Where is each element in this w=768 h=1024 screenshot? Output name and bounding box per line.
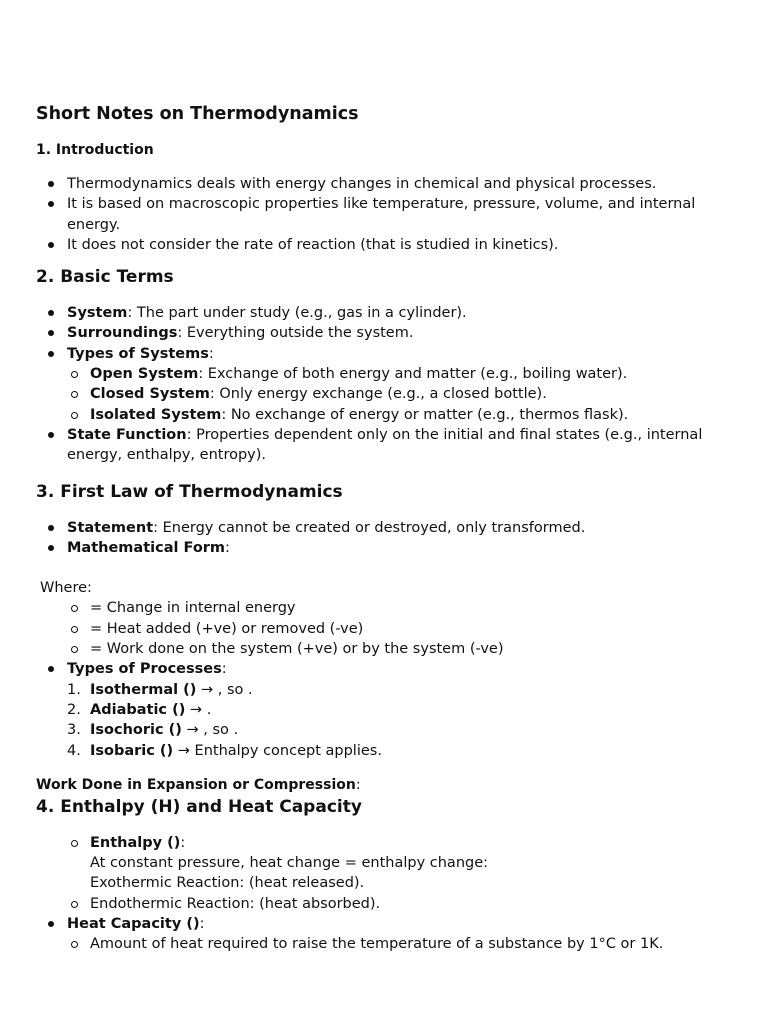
definition: : [225,539,230,556]
list-item [36,384,736,404]
list-item: = Change in internal energy [36,598,736,618]
term: Mathematical Form [67,539,226,556]
list-item [36,659,736,760]
list-number: 1. [67,681,81,698]
heat-capacity-sublist [36,934,736,954]
definition: : The part under study (e.g., gas in a cylinder). [127,305,467,322]
term: Closed System [90,386,210,403]
list-item [36,344,736,425]
list-number: 4. [67,742,81,759]
where-list [36,598,736,659]
list-item: It does not consider the rate of reaction (that is studied in kinetics). [36,235,736,255]
list-item [36,323,736,343]
definition: : [355,776,361,793]
list-item: = Work done on the system (+ve) or by the system (-ve) [36,639,736,659]
process-types-list [36,680,736,761]
list-item [36,680,736,700]
list-number: 3. [67,722,81,739]
work-done-heading [36,775,736,795]
list-item [36,833,736,894]
empty-formula-line [67,558,736,578]
heat-capacity-list [36,914,736,955]
term: Work Done in Expansion or Compression [36,776,356,793]
where-label: Where: [40,580,92,597]
list-item [36,700,736,720]
term: Heat Capacity () [67,916,200,933]
document-page [36,102,736,955]
document-title: Short Notes on Thermodynamics [36,104,359,124]
term: State Function [67,426,187,443]
definition: : [199,916,205,933]
term: System [67,305,128,322]
term: Isothermal () [90,681,197,698]
first-law-list [36,518,736,761]
list-item [36,720,736,740]
list-item [36,303,736,323]
term: Adiabatic () [90,701,186,718]
list-item [36,364,736,384]
definition: : No exchange of energy or matter (e.g., thermos flask). [221,406,629,423]
list-item [36,914,736,955]
definition: : [221,661,227,678]
introduction-list [36,174,736,255]
list-item [36,741,736,761]
term: Isobaric () [90,742,174,759]
system-types-list [36,364,736,425]
enthalpy-section [36,833,736,955]
definition: : Only energy exchange (e.g., a closed bottle). [209,386,547,403]
definition: : [208,345,214,362]
list-item [36,405,736,425]
term: Isochoric () [90,722,182,739]
list-item: Endothermic Reaction: (heat absorbed). [36,894,736,914]
list-item: Amount of heat required to raise the temperature of a substance by 1°C or 1K. [36,934,736,954]
term: Open System [90,366,199,383]
definition: : Properties dependent only on the initial and final states (e.g., internal energy, enthalpy, entropy). [67,426,703,464]
definition: : Everything outside the system. [177,325,414,342]
term: Isolated System [90,406,222,423]
enthalpy-line: Exothermic Reaction: (heat released). [90,875,365,892]
enthalpy-list [36,833,736,914]
definition: : [180,834,186,851]
term: Statement [67,519,154,536]
list-item: It is based on macroscopic properties like temperature, pressure, volume, and internal energy. [36,194,736,235]
definition: → Enthalpy concept applies. [173,742,382,759]
basic-terms-list [36,303,736,465]
list-item: = Heat added (+ve) or removed (-ve) [36,619,736,639]
list-item [36,425,736,466]
list-item [36,538,736,659]
section-introduction-heading: 1. Introduction [36,142,154,158]
definition: → , so . [196,681,253,698]
list-item [36,518,736,538]
definition: : Energy cannot be created or destroyed, only transformed. [153,519,586,536]
definition: → , so . [181,722,239,739]
term: Types of Systems [67,345,209,362]
term: Enthalpy () [90,834,181,851]
list-number: 2. [67,701,81,718]
enthalpy-line: At constant pressure, heat change = enthalpy change: [90,855,489,872]
list-item: Thermodynamics deals with energy changes in chemical and physical processes. [36,174,736,194]
term: Surroundings [67,325,178,342]
term: Types of Processes [67,661,222,678]
definition: : Exchange of both energy and matter (e.g., boiling water). [198,366,628,383]
section-basic-terms-heading: 2. Basic Terms [36,267,174,288]
section-enthalpy-heading: 4. Enthalpy (H) and Heat Capacity [36,796,362,817]
definition: → . [185,701,212,718]
section-first-law-heading: 3. First Law of Thermodynamics [36,481,343,502]
